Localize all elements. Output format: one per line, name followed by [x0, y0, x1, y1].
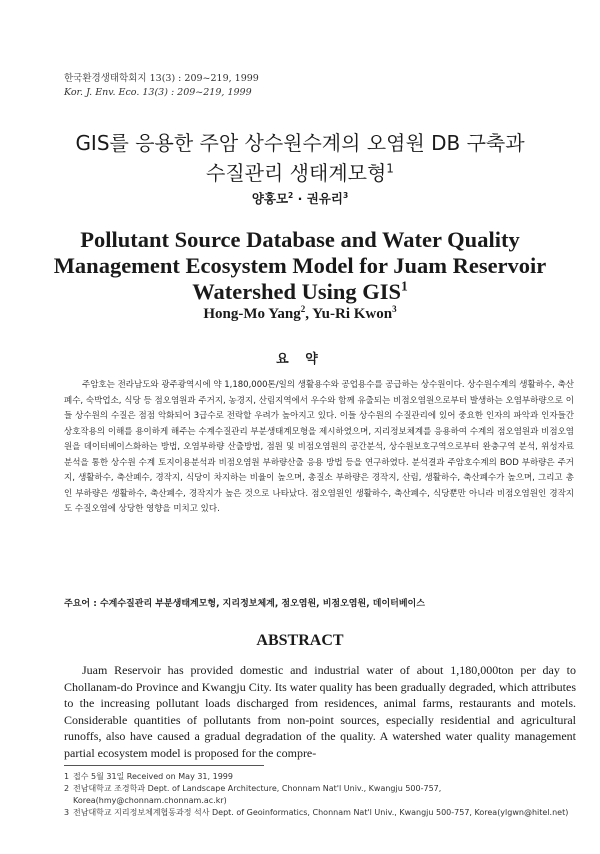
english-author-2: Yu-Ri Kwon [312, 306, 393, 322]
journal-citation [64, 72, 259, 100]
english-authors [0, 306, 600, 323]
korean-author-1: 양홍모 [251, 191, 289, 206]
footnote-3 [64, 807, 580, 819]
korean-author-1-mark: 2 [288, 190, 294, 200]
journal-citation-english: Kor. J. Env. Eco. 13(3) : 209~219, 1999 [64, 87, 252, 98]
english-author-1-mark: 2 [300, 304, 306, 314]
english-title-line2: Management Ecosystem Model for Juam Reservoir [53, 253, 547, 278]
footnote-2 [64, 783, 580, 807]
korean-title-line1: GIS를 응용한 주암 상수원수계의 오염원 DB 구축과 [75, 131, 525, 155]
keywords-label: 주요어 : [64, 599, 97, 609]
korean-author-separator: · [297, 191, 303, 206]
korean-title-line2-text: 수질관리 생태계모형 [206, 161, 387, 185]
english-title-footnote-mark: 1 [401, 278, 408, 294]
footnote-2-number: 2 [64, 784, 70, 793]
english-abstract [64, 662, 576, 762]
english-title [0, 227, 600, 305]
korean-abstract-text: 주암호는 전라남도와 광주광역시에 약 1,180,000톤/일의 생활용수와 공업용수를 공급하는 상수원이다. 상수원수계의 생활하수, 축산폐수, 숙박업소, 식당 등 점오염원과 주거지, 농경지, 산림지역에서 우수와 함께 유출되는 비점오염원으로부터 발생하는 오염부하량으로 이들 상수원의 수질은 점점 악화되어 3급수로 전락할 우려가 높아지고 있다. 이들 상수원의 수질관리에 있어 중요한 인자의 파악과 인자들간 상호작용의 이해를 용이하게 해주는 수계수질관리 부분생태계모형을 제시하였으며, 지리정보체계를 응용하여 수계의 점오염원과 비점오염원을 데이터베이스화하는 방법, 오염부하량 산출방법, 점원 및 비점오염원의 공간분석, 상수원보호구역으로부터 완충구역 분석, 위성자료 분석을 통한 상수원 수계 토지이용분석과 비점오염원 부하량산출 응용 방법 등을 연구하였다. 분석결과 주암호수계의 BOD 부하량은 주거지, 생활하수, 축산폐수, 경작지, 식당이 차지하는 비율이 높으며, 총질소 부하량은 경작지, 산림, 생활하수, 축산폐수가 높으며, 그리고 총인 부하량은 생활하수, 축산폐수, 경작지가 높은 것으로 나타났다. 점오염원인 생활하수, 축산폐수, 식당뿐만 아니라 비점오염원인 경작지도 수질오염에 상당한 영향을 미치고 있다. [64, 380, 574, 514]
keywords [64, 596, 584, 609]
keywords-text: 수계수질관리 부분생태계모형, 지리정보체계, 점오염원, 비점오염원, 데이터베이스 [99, 599, 425, 609]
english-author-2-mark: 3 [392, 304, 397, 314]
korean-abstract [64, 378, 574, 518]
english-title-line1: Pollutant Source Database and Water Quality [80, 227, 520, 252]
english-title-line3-text: Watershed Using GIS [192, 279, 402, 304]
english-author-1: Hong-Mo Yang [203, 306, 301, 322]
korean-authors [0, 189, 600, 207]
korean-author-2-mark: 3 [342, 190, 349, 200]
footnote-2-text: 전남대학교 조경학과 Dept. of Landscape Architecture, Chonnam Nat'l Univ., Kwangju 500-757, Korea(hmy@chonnam.chonnam.ac.kr) [73, 784, 442, 805]
korean-title-line2 [0, 158, 600, 188]
footnotes [64, 771, 580, 819]
english-abstract-text: Juam Reservoir has provided domestic and industrial water of about 1,180,000ton per day to Chollanam-do Province and Kwangju City. Its water quality has been gradually degraded, which attributes to the increasing pollutant loads discharged from residences, animal farms, restaurants and motels. Considerable quantities of pollutants from non-point sources, especially residential and agricultural runoffs, also have caused a gradual degradation of the quality. A watershed water quality management partial ecosystem model is proposed for the compre- [64, 663, 576, 760]
korean-abstract-heading: 요 약 [276, 352, 324, 367]
english-author-separator: , [305, 306, 313, 322]
footnote-1-number: 1 [64, 772, 70, 781]
journal-citation-korean: 한국환경생태학회지 13(3) : 209~219, 1999 [64, 73, 259, 84]
english-title-line3 [0, 279, 600, 305]
korean-author-2: 권유리 [306, 191, 343, 206]
footnote-1-text: 접수 5월 31일 Received on May 31, 1999 [73, 772, 233, 781]
korean-title [0, 128, 600, 188]
footnote-3-number: 3 [64, 808, 70, 817]
footnote-3-text: 전남대학교 지리정보체계협동과정 석사 Dept. of Geoinformatics, Chonnam Nat'l Univ., Kwangju 500-757, Korea(ylgwn@hitel.net) [73, 808, 569, 817]
korean-title-footnote-mark: 1 [386, 161, 394, 176]
footnote-divider [64, 765, 264, 766]
english-abstract-heading: ABSTRACT [256, 632, 344, 649]
footnote-1 [64, 771, 580, 783]
